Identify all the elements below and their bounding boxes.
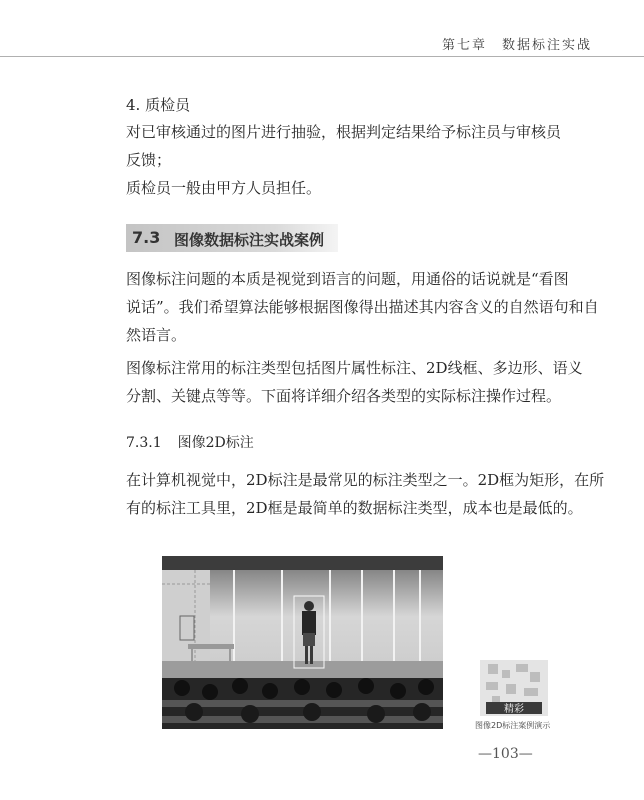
subsection-number: 7.3.1 [126,435,162,451]
para3-line-1: 在计算机视觉中，2D标注是最常见的标注类型之一。2D框为矩形，在所 [126,471,605,489]
para1-line-2: 说话”。我们希望算法能够根据图像得出描述其内容含义的自然语句和自 [126,298,599,316]
para2-line-1: 图像标注常用的标注类型包括图片属性标注、2D线框、多边形、语义 [126,359,583,377]
section-title: 图像数据标注实战案例 [174,231,325,249]
para1-line-1: 图像标注问题的本质是视觉到语言的问题，用通俗的话说就是“看图 [126,270,569,288]
item-heading: 4. 质检员 [126,96,191,114]
item-paragraph-2: 质检员一般由甲方人员担任。 [126,179,322,197]
para2-line-2: 分割、关键点等等。下面将详细介绍各类型的实际标注操作过程。 [126,387,562,405]
qr-overlay-label: 精彩 [504,704,524,715]
item-paragraph-line-2: 反馈； [126,151,172,169]
running-header: 第七章 数据标注实战 [441,38,592,53]
qr-caption: 图像2D标注案例演示 [475,721,551,730]
subsection-title: 图像2D标注 [177,435,254,451]
page-number: —103— [478,746,533,762]
section-number: 7.3 [132,228,161,247]
para1-line-3: 然语言。 [126,326,187,344]
item-paragraph-line-1: 对已审核通过的图片进行抽验，根据判定结果给予标注员与审核员 [126,123,562,141]
para3-line-2: 有的标注工具里，2D框是最简单的数据标注类型，成本也是最低的。 [126,499,583,517]
lecture-hall-photo [162,556,443,729]
header-rule [0,56,644,57]
qr-code[interactable] [480,660,548,716]
section-heading [126,224,338,252]
subsection-heading [126,432,254,452]
